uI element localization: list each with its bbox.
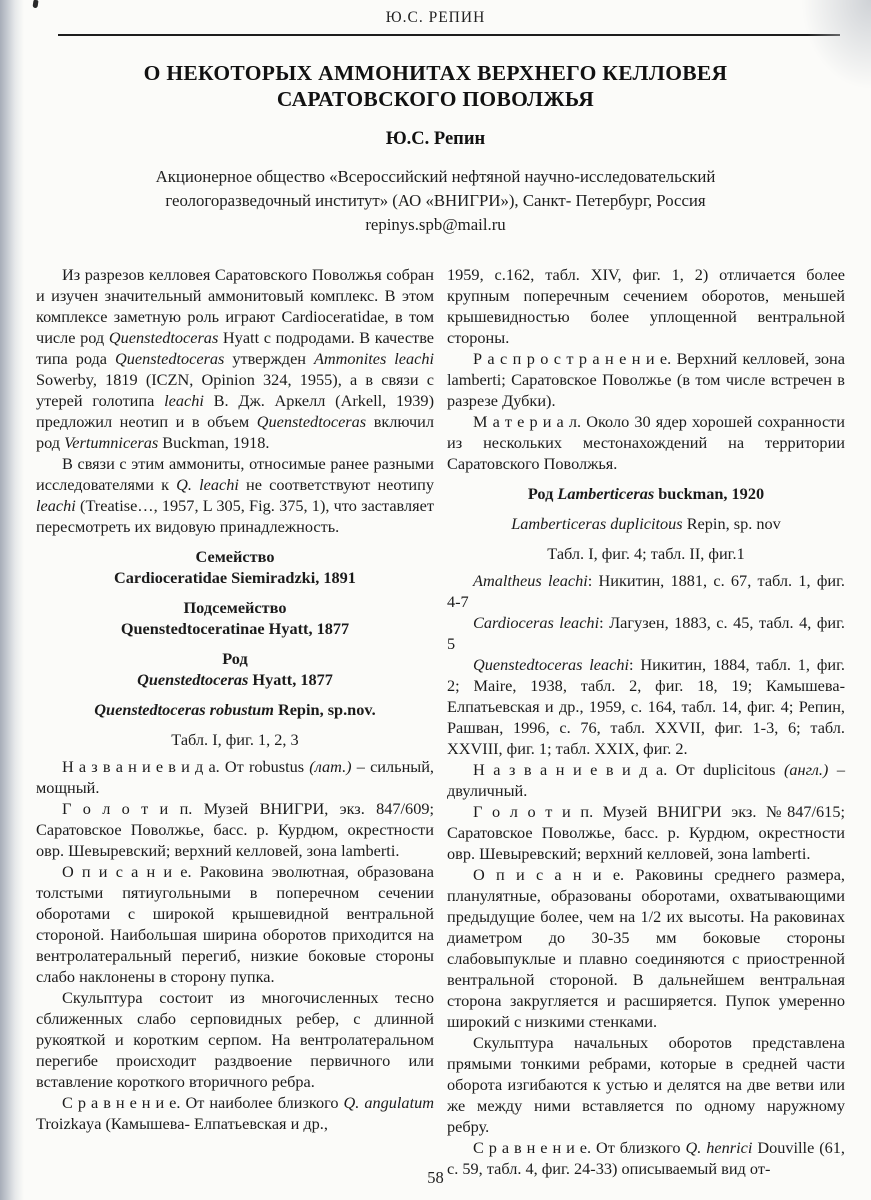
article-body — [0, 237, 871, 1179]
caption-line: Табл. I, фиг. 4; табл. II, фиг.1 — [547, 544, 745, 563]
page-title-line2: САРАТОВСКОГО ПОВОЛЖЬЯ — [276, 87, 595, 111]
paragraph: С р а в н е н и е. От наиболее близкого Q. angulatum Troizkaya (Камышева- Елпатьевская и др., — [36, 1093, 434, 1133]
paragraph: Cardioceras leachi: Лагузен, 1883, с. 45, табл. 4, фиг. 5 — [447, 613, 845, 653]
paragraph: Скульптура начальных оборотов представлена прямыми тонкими ребрами, которые в средней части оборота изгибаются к устью и делятся на две ветви или же между ними вставляется по одному наружному ребру. — [447, 1033, 845, 1136]
page-title-line1: О НЕКОТОРЫХ АММОНИТАХ ВЕРХНЕГО КЕЛЛОВЕЯ — [143, 61, 728, 85]
left-column — [36, 264, 434, 1179]
page-title — [40, 60, 831, 112]
page-number: 58 — [427, 1168, 444, 1187]
section-heading: Cardioceratidae Siemiradzki, 1891 — [114, 568, 356, 587]
paragraph: Р а с п р о с т р а н е н и е. Верхний келловей, зона lamberti; Саратовское Поволжье (в том числе встречен в разрезе Дубки). — [447, 349, 845, 410]
affiliation-line1: Акционерное общество «Всероссийский нефтяной научно-исследовательский — [155, 167, 716, 186]
header-divider — [58, 34, 840, 36]
section-heading: Quenstedtoceras Hyatt, 1877 — [137, 670, 333, 689]
section-heading: Семейство — [195, 547, 275, 566]
section-heading: Quenstedtoceratinae Hyatt, 1877 — [120, 619, 350, 638]
paragraph: Скульптура состоит из многочисленных тесно сближенных слабо серповидных ребер, с длинной рукояткой и коротким серпом. На вентролатеральном перегибе происходит раздвоение первичного или вставление короткого вторичного ребра. — [36, 988, 434, 1091]
section-heading: Род Lamberticeras buckman, 1920 — [527, 484, 765, 503]
section-heading: Род — [222, 649, 248, 668]
right-column — [447, 264, 845, 1179]
affiliation-block — [0, 165, 871, 237]
author-name: Ю.С. Репин — [385, 129, 486, 149]
paragraph: Из разрезов келловея Саратовского Поволжья собран и изучен значительный аммонитовый комплекс. В этом комплексе заметную роль играют Cardioceratidae, в том числе род Quenstedtoceras Hyatt с подродами. В качестве типа рода Quenstedtoceras утвержден Ammonites leachi Sowerby, 1819 (ICZN, Opinion 324, 1955), а в связи с утерей голотипа leachi В. Дж. Аркелл (Arkell, 1939) предложил неотип и в объем Quenstedtoceras включил род Vertumniceras Buckman, 1918. — [36, 265, 435, 452]
paragraph: О п и с а н и е. Раковины среднего размера, планулятные, образованы оборотами, охватывающими предыдущие более, чем на 1/2 их высоты. На раковинах диаметром до 30-35 мм боковые стороны слабовыпуклые и плавно соединяются с приостренной вентральной стороной. В дальнейшем вентральная сторона закругляется и расширяется. Пупок умеренно широкий с низкими стенками. — [447, 865, 845, 1031]
paragraph: Amaltheus leachi: Никитин, 1881, с. 67, табл. 1, фиг. 4-7 — [447, 571, 845, 611]
caption-line: Lamberticeras duplicitous Repin, sp. nov — [511, 514, 781, 533]
paragraph: М а т е р и а л. Около 30 ядер хорошей сохранности из нескольких местонахождений на территории Саратовского Поволжья. — [447, 412, 845, 473]
running-head: Ю.С. РЕПИН — [385, 9, 486, 26]
paragraph: Н а з в а н и е в и д а. От robustus (лат.) – сильный, мощный. — [36, 757, 434, 797]
paragraph: В связи с этим аммониты, относимые ранее разными исследователями к Q. leachi не соответствуют неотипу leachi (Treatise…, 1957, L 305, Fig. 375, 1), что заставляет пересмотреть их видовую принадлежность. — [36, 454, 435, 536]
paragraph: Г о л о т и п. Музей ВНИГРИ, экз. 847/609; Саратовское Поволжье, басс. р. Курдюм, окрестности овр. Шевыревский; верхний келловей, зона lamberti. — [36, 799, 434, 860]
section-heading: Подсемейство — [183, 598, 287, 617]
section-heading: Quenstedtoceras robustum Repin, sp.nov. — [94, 700, 376, 719]
paragraph: Quenstedtoceras leachi: Никитин, 1884, табл. 1, фиг. 2; Maire, 1938, табл. 2, фиг. 18, 19; Камышева-Елпатьевская и др., 1959, с. 164, табл. 14, фиг. 4; Репин, Рашван, 1996, с. 76, табл. XXVII, фиг. 1-3, 6; табл. XXVIII, фиг. 1; табл. XXIX, фиг. 2. — [447, 655, 845, 758]
paragraph: Н а з в а н и е в и д а. От duplicitous (англ.) – двуличный. — [447, 760, 845, 800]
paragraph-continuation: 1959, с.162, табл. XIV, фиг. 1, 2) отличается более крупным поперечным сечением оборотов, меньшей крышевидностью более уплощенной вентральной стороны. — [447, 265, 845, 347]
email-text: repinys.spb@mail.ru — [365, 215, 506, 234]
paragraph: Г о л о т и п. Музей ВНИГРИ экз. №847/615; Саратовское Поволжье, басс. р. Курдюм, окрестности овр. Шевыревский; верхний келловей, зона lamberti. — [447, 802, 845, 863]
affiliation-line2: геологоразведочный институт» (АО «ВНИГРИ»), Санкт- Петербург, Россия — [165, 191, 706, 210]
paragraph: О п и с а н и е. Раковина эволютная, образована толстыми пятиугольными в поперечном сечении оборотами с широкой крышевидной вентральной стороной. Наибольшая ширина оборотов приходится на вентролатеральный перегиб, низкие боковые стороны слабо наклонены в сторону пупка. — [36, 862, 434, 986]
caption-line: Табл. I, фиг. 1, 2, 3 — [171, 730, 299, 749]
paragraph: С р а в н е н и е. От близкого Q. henrici Douville (61, с. 59, табл. 4, фиг. 24-33) описываемый вид от- — [447, 1138, 846, 1178]
